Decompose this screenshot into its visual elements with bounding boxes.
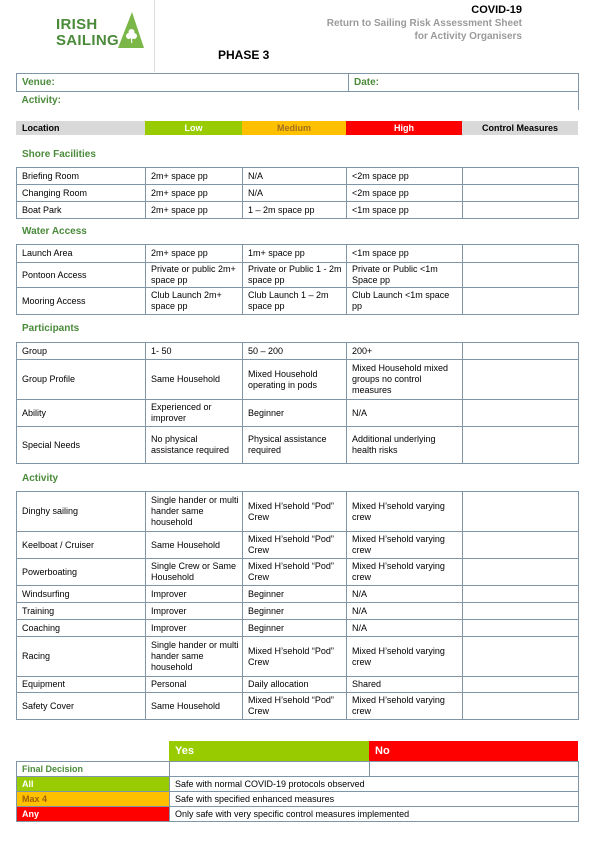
- venue-label: Venue:: [22, 77, 55, 88]
- medium-cell: Private or Public 1 - 2m space pp: [243, 263, 347, 288]
- medium-cell: Beginner: [243, 620, 347, 637]
- medium-cell: Club Launch 1 – 2m space pp: [243, 288, 347, 315]
- low-cell: Improver: [146, 603, 243, 620]
- table-row: [17, 202, 579, 219]
- high-cell: Mixed H’sehold varying crew: [347, 532, 463, 559]
- decision-level-max4: Max 4: [17, 792, 170, 807]
- control-measures-cell[interactable]: [463, 427, 579, 464]
- low-cell: Same Household: [146, 693, 243, 720]
- row-label: Group: [17, 343, 146, 360]
- low-cell: 2m+ space pp: [146, 245, 243, 263]
- col-medium: Medium: [242, 121, 346, 135]
- medium-cell: Mixed H’sehold “Pod” Crew: [243, 492, 347, 532]
- table-row: [17, 185, 579, 202]
- logo-line2: SAILING: [56, 32, 119, 49]
- control-measures-cell[interactable]: [463, 202, 579, 219]
- high-cell: N/A: [347, 603, 463, 620]
- venue-form: [16, 73, 579, 110]
- row-label: Windsurfing: [17, 586, 146, 603]
- control-measures-cell[interactable]: [463, 185, 579, 202]
- low-cell: Same Household: [146, 532, 243, 559]
- logo-line1: IRISH: [56, 16, 98, 33]
- high-cell: 200+: [347, 343, 463, 360]
- final-decision-yes-cell[interactable]: [170, 762, 370, 777]
- row-label: Keelboat / Cruiser: [17, 532, 146, 559]
- low-cell: Single hander or multi hander same household: [146, 637, 243, 677]
- high-cell: Mixed H’sehold varying crew: [347, 637, 463, 677]
- row-label: Mooring Access: [17, 288, 146, 315]
- table-row: [17, 620, 579, 637]
- medium-cell: Beginner: [243, 400, 347, 427]
- row-label: Briefing Room: [17, 168, 146, 185]
- control-measures-cell[interactable]: [463, 288, 579, 315]
- table-row: [17, 693, 579, 720]
- control-measures-cell[interactable]: [463, 343, 579, 360]
- col-location: Location: [16, 121, 145, 135]
- low-cell: Improver: [146, 586, 243, 603]
- covid-title: COVID-19: [471, 4, 522, 16]
- table-row: [17, 677, 579, 693]
- control-measures-cell[interactable]: [463, 637, 579, 677]
- row-label: Safety Cover: [17, 693, 146, 720]
- decision-table: [16, 761, 579, 822]
- low-cell: 2m+ space pp: [146, 168, 243, 185]
- table-row: [17, 263, 579, 288]
- low-cell: No physical assistance required: [146, 427, 243, 464]
- activity-label: Activity:: [21, 95, 61, 107]
- section-participants-title: Participants: [22, 323, 80, 334]
- shore-table: [16, 167, 579, 219]
- table-row: [17, 586, 579, 603]
- col-control: Control Measures: [462, 121, 578, 135]
- medium-cell: N/A: [243, 185, 347, 202]
- low-cell: 1- 50: [146, 343, 243, 360]
- control-measures-cell[interactable]: [463, 693, 579, 720]
- row-label: Training: [17, 603, 146, 620]
- high-cell: N/A: [347, 620, 463, 637]
- table-row: [17, 400, 579, 427]
- high-cell: <2m space pp: [347, 168, 463, 185]
- low-cell: Experienced or improver: [146, 400, 243, 427]
- table-row: [17, 532, 579, 559]
- row-label: Racing: [17, 637, 146, 677]
- control-measures-cell[interactable]: [463, 620, 579, 637]
- high-cell: Club Launch <1m space pp: [347, 288, 463, 315]
- low-cell: Club Launch 2m+ space pp: [146, 288, 243, 315]
- medium-cell: 1 – 2m space pp: [243, 202, 347, 219]
- control-measures-cell[interactable]: [463, 168, 579, 185]
- row-label: Equipment: [17, 677, 146, 693]
- col-low: Low: [145, 121, 242, 135]
- high-cell: Mixed H’sehold varying crew: [347, 492, 463, 532]
- control-measures-cell[interactable]: [463, 263, 579, 288]
- high-cell: Additional underlying health risks: [347, 427, 463, 464]
- row-label: Powerboating: [17, 559, 146, 586]
- medium-cell: 50 – 200: [243, 343, 347, 360]
- section-activity-title: Activity: [22, 473, 59, 484]
- low-cell: Single hander or multi hander same household: [146, 492, 243, 532]
- table-row: [17, 559, 579, 586]
- date-field[interactable]: [349, 74, 579, 92]
- low-cell: Single Crew or Same Household: [146, 559, 243, 586]
- table-row: [17, 288, 579, 315]
- control-measures-cell[interactable]: [463, 586, 579, 603]
- table-row: [17, 343, 579, 360]
- activity-field[interactable]: [17, 92, 579, 110]
- logo-area: [14, 0, 155, 72]
- row-label: Pontoon Access: [17, 263, 146, 288]
- control-measures-cell[interactable]: [463, 492, 579, 532]
- control-measures-cell[interactable]: [463, 360, 579, 400]
- subtitle-line2: for Activity Organisers: [414, 31, 522, 42]
- high-cell: <1m space pp: [347, 202, 463, 219]
- subtitle-line1: Return to Sailing Risk Assessment Sheet: [326, 18, 522, 29]
- low-cell: 2m+ space pp: [146, 185, 243, 202]
- low-cell: Private or public 2m+ space pp: [146, 263, 243, 288]
- control-measures-cell[interactable]: [463, 400, 579, 427]
- decision-text-all: Safe with normal COVID-19 protocols observed: [170, 777, 579, 792]
- high-cell: Shared: [347, 677, 463, 693]
- table-row: [17, 492, 579, 532]
- medium-cell: Mixed Household operating in pods: [243, 360, 347, 400]
- row-label: Dinghy sailing: [17, 492, 146, 532]
- table-row: [17, 637, 579, 677]
- high-cell: Mixed H’sehold varying crew: [347, 693, 463, 720]
- medium-cell: N/A: [243, 168, 347, 185]
- low-cell: Personal: [146, 677, 243, 693]
- row-label: Launch Area: [17, 245, 146, 263]
- control-measures-cell[interactable]: [463, 677, 579, 693]
- participants-table: [16, 342, 579, 464]
- venue-field[interactable]: [17, 74, 349, 92]
- high-cell: Mixed Household mixed groups no control measures: [347, 360, 463, 400]
- activity-table: [16, 491, 579, 720]
- low-cell: Improver: [146, 620, 243, 637]
- water-table: [16, 244, 579, 315]
- decision-no-header: No: [369, 741, 578, 761]
- col-high: High: [346, 121, 462, 135]
- table-row: [17, 427, 579, 464]
- high-cell: Private or Public <1m Space pp: [347, 263, 463, 288]
- control-measures-cell[interactable]: [463, 559, 579, 586]
- date-label: Date:: [354, 77, 380, 88]
- medium-cell: 1m+ space pp: [243, 245, 347, 263]
- sail-shamrock-icon: [116, 10, 146, 50]
- table-row: [17, 168, 579, 185]
- high-cell: <2m space pp: [347, 185, 463, 202]
- control-measures-cell[interactable]: [463, 245, 579, 263]
- medium-cell: Physical assistance required: [243, 427, 347, 464]
- decision-yes-header: Yes: [169, 741, 369, 761]
- control-measures-cell[interactable]: [463, 532, 579, 559]
- low-cell: Same Household: [146, 360, 243, 400]
- decision-text-max4: Safe with specified enhanced measures: [170, 792, 579, 807]
- final-decision-no-cell[interactable]: [370, 762, 579, 777]
- row-label: Special Needs: [17, 427, 146, 464]
- medium-cell: Daily allocation: [243, 677, 347, 693]
- medium-cell: Beginner: [243, 586, 347, 603]
- table-row: [17, 245, 579, 263]
- decision-level-any: Any: [17, 807, 170, 822]
- medium-cell: Beginner: [243, 603, 347, 620]
- decision-text-any: Only safe with very specific control measures implemented: [170, 807, 579, 822]
- high-cell: N/A: [347, 586, 463, 603]
- final-decision-label: Final Decision: [17, 762, 170, 777]
- medium-cell: Mixed H’sehold “Pod” Crew: [243, 637, 347, 677]
- column-header-bar: [16, 121, 578, 135]
- control-measures-cell[interactable]: [463, 603, 579, 620]
- high-cell: <1m space pp: [347, 245, 463, 263]
- row-label: Coaching: [17, 620, 146, 637]
- low-cell: 2m+ space pp: [146, 202, 243, 219]
- decision-level-all: All: [17, 777, 170, 792]
- medium-cell: Mixed H’sehold “Pod” Crew: [243, 693, 347, 720]
- row-label: Changing Room: [17, 185, 146, 202]
- high-cell: N/A: [347, 400, 463, 427]
- row-label: Group Profile: [17, 360, 146, 400]
- high-cell: Mixed H’sehold varying crew: [347, 559, 463, 586]
- table-row: [17, 603, 579, 620]
- table-row: [17, 360, 579, 400]
- section-water-title: Water Access: [22, 226, 87, 237]
- phase-title: PHASE 3: [218, 48, 270, 62]
- medium-cell: Mixed H’sehold “Pod” Crew: [243, 559, 347, 586]
- row-label: Ability: [17, 400, 146, 427]
- section-shore-title: Shore Facilities: [22, 149, 96, 160]
- row-label: Boat Park: [17, 202, 146, 219]
- medium-cell: Mixed H’sehold “Pod” Crew: [243, 532, 347, 559]
